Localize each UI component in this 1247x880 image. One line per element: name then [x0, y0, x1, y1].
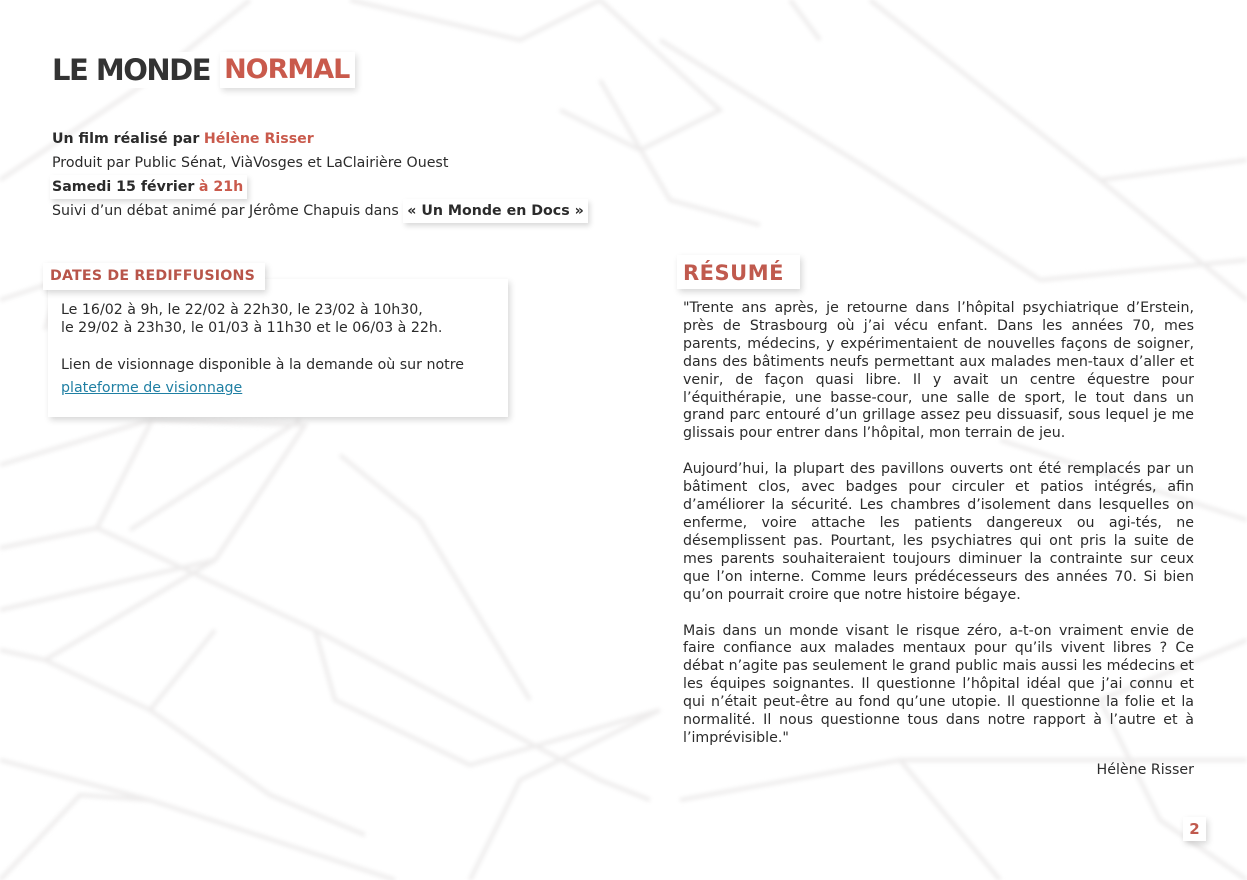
producers-line: Produit par Public Sénat, ViàVosges et LaClairière Ouest	[52, 155, 449, 171]
debate-prefix: Suivi d’un débat animé par Jérôme Chapuis dans	[52, 203, 399, 219]
broadcast-date: Samedi 15 février	[52, 179, 195, 195]
film-title-part2: NORMAL	[220, 52, 355, 88]
rebroadcast-dates-line-2: le 29/02 à 23h30, le 01/03 à 11h30 et le 06/03 à 22h.	[61, 320, 443, 336]
summary-paragraph-3: Mais dans un monde visant le risque zéro, a-t-on vraiment envie de faire confiance aux malades mentaux pour qu’ils vivent libres ? Ce débat n’agite pas seulement le grand public mais aussi les médecins et les équipes soignantes. Il questionne l’hôpital idéal que j’ai connu et qui n’était peut-être au fond qu’une utopie. Il questionne la folie et la normalité. Il nous questionne tous dans notre rapport à l’autre et à l’imprévisible."	[683, 622, 1194, 746]
viewing-text: Lien de visionnage disponible à la demande où sur notre	[61, 357, 464, 373]
debate-line	[52, 199, 588, 223]
viewing-platform-link[interactable]: plateforme de visionnage	[61, 380, 243, 396]
debate-show: « Un Monde en Docs »	[403, 199, 588, 223]
director-prefix: Un film réalisé par	[52, 131, 200, 147]
broadcast-time: à 21h	[198, 179, 244, 195]
broadcast-line	[52, 175, 588, 199]
rebroadcast-dates-line-1: Le 16/02 à 9h, le 22/02 à 22h30, le 23/02 à 10h30,	[61, 302, 423, 318]
credits-block	[52, 127, 588, 223]
summary-heading: RÉSUMÉ	[677, 255, 800, 289]
viewing-info	[61, 354, 464, 400]
film-title-part1: LE MONDE	[52, 52, 218, 88]
summary-text	[683, 300, 1194, 766]
summary-signature: Hélène Risser	[1096, 762, 1194, 778]
film-title	[52, 52, 355, 88]
director-line	[52, 127, 588, 151]
rebroadcast-content	[61, 301, 464, 400]
summary-paragraph-1: "Trente ans après, je retourne dans l’hôpital psychiatrique d’Erstein, près de Strasbourg où j’ai vécu enfant. Dans les années 70, mes parents, médecins, y expérimentaient de nouvelles façons de soigner, dans des bâtiments neufs permettant aux malades men-taux d’aller et venir, de façon quasi libre. Il y avait un centre équestre pour l’équithérapie, une basse-cour, une salle de sport, le tout dans un grand parc entouré d’un grillage assez peu dissuasif, sous lequel je me glissais pour entrer dans l’hôpital, mon terrain de jeu.	[683, 300, 1194, 442]
page-number: 2	[1183, 817, 1206, 841]
summary-paragraph-2: Aujourd’hui, la plupart des pavillons ouverts ont été remplacés par un bâtiment clos, avec badges pour circuler et patios intégrés, afin d’améliorer la sécurité. Les chambres d’isolement dans lesquelles on enferme, voire attache les patients dangereux ou agi-tés, ne désemplissent pas. Pourtant, les psychiatres qui ont pris la suite de mes parents souhaiteraient toujours diminuer la contrainte sur ceux que l’on interne. Comme leurs prédécesseurs des années 70. Si bien qu’on pourrait croire que notre histoire bégaye.	[683, 461, 1194, 603]
broadcast-highlight	[50, 175, 247, 199]
rebroadcast-heading: DATES DE REDIFFUSIONS	[43, 263, 265, 290]
director-name: Hélène Risser	[203, 131, 314, 147]
